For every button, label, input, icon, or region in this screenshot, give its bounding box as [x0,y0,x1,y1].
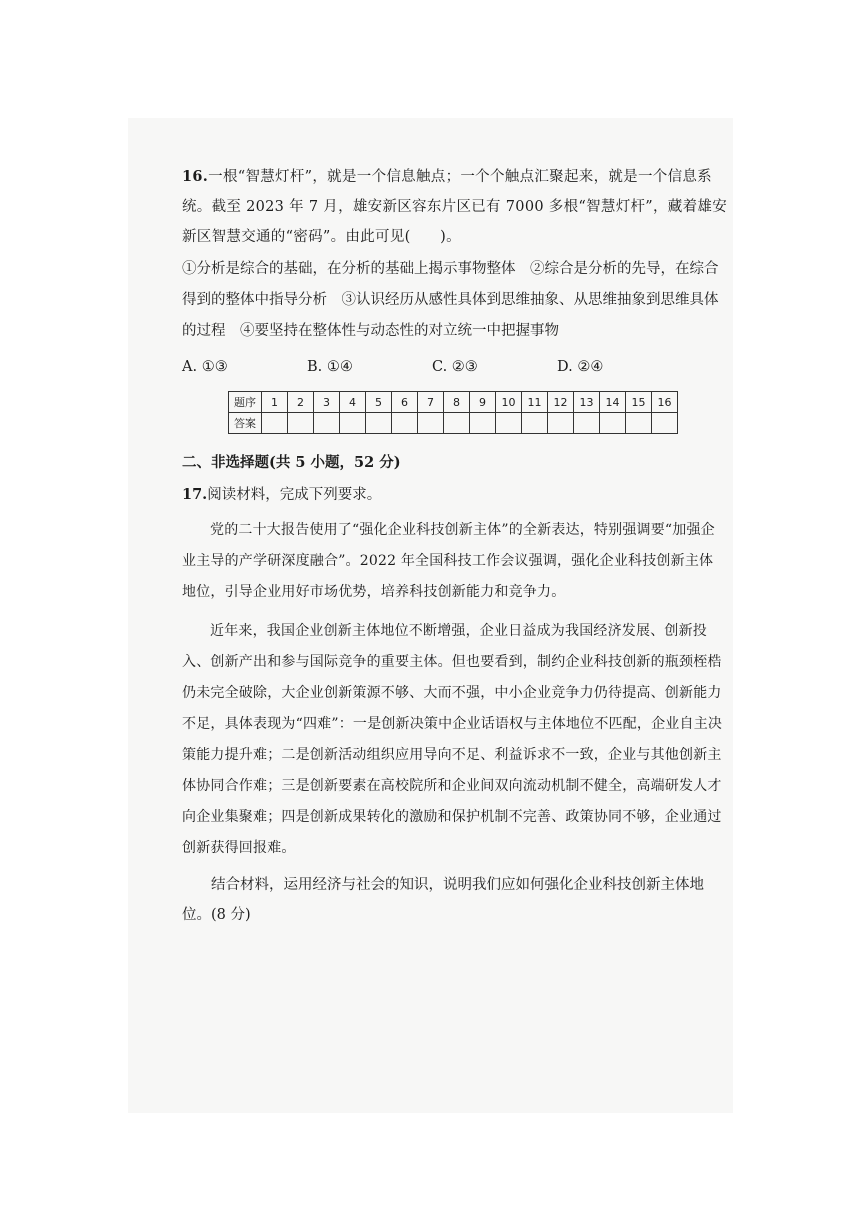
answer-table-answer-row [229,413,678,434]
answer-cell [366,413,392,434]
answer-cell [444,413,470,434]
question-16-options [182,353,727,381]
answer-table-number: 1 [262,392,288,413]
answer-table-number: 4 [340,392,366,413]
option-c: C. ②③ [432,359,478,375]
answer-table-number: 2 [288,392,314,413]
option-d: D. ②④ [557,359,604,375]
answer-cell [314,413,340,434]
answer-table-number: 15 [626,392,652,413]
answer-cell [626,413,652,434]
answer-table-number: 14 [600,392,626,413]
answer-table-number: 16 [652,392,678,413]
material-paragraph-2: 近年来，我国企业创新主体地位不断增强，企业日益成为我国经济发展、创新投入、创新产出和参与国际竞争的重要主体。但也要看到，制约企业科技创新的瓶颈桎梏仍未完全破除，大企业创新策源不够、大而不强，中小企业竞争力仍待提高、创新能力不足，具体表现为“四难”：一是创新决策中企业话语权与主体地位不匹配，企业自主决策能力提升难；二是创新活动组织应用导向不足、利益诉求不一致，企业与其他创新主体协同合作难；三是创新要素在高校院所和企业间双向流动机制不健全，高端研发人才向企业集聚难；四是创新成果转化的激励和保护机制不完善、政策协同不够，企业通过创新获得回报难。 [182,623,723,856]
answer-cell [652,413,678,434]
answer-table-number: 8 [444,392,470,413]
question-16-text: 一根“智慧灯杆”，就是一个信息触点；一个个触点汇聚起来，就是一个信息系统。截至 2023 年 7 月，雄安新区容东片区已有 7000 多根“智慧灯杆”，藏着雄安新区智慧交通的“密码”。由此可见( )。 [182,169,728,245]
question-16-number: 16. [182,168,209,185]
answer-table-number: 13 [574,392,600,413]
answer-table-number: 3 [314,392,340,413]
material-paragraph-1: 党的二十大报告使用了“强化企业科技创新主体”的全新表达，特别强调要“加强企业主导的产学研深度融合”。2022 年全国科技工作会议强调，强化企业科技创新主体地位，引导企业用好市场优势，培养科技创新能力和竞争力。 [182,522,715,600]
answer-cell [522,413,548,434]
exam-content [182,162,727,930]
answer-table-number: 9 [470,392,496,413]
option-b: B. ①④ [307,359,353,375]
answer-table-number: 5 [366,392,392,413]
answer-cell [600,413,626,434]
question-17-heading [182,480,727,510]
question-17-number: 17. [182,486,208,503]
answer-table-number: 6 [392,392,418,413]
answer-cell [470,413,496,434]
answer-table-label-number: 题序 [229,392,262,413]
answer-cell [288,413,314,434]
answer-cell [340,413,366,434]
section-2-title: 二、非选择题(共 5 小题，52 分) [182,454,401,471]
answer-table-number: 11 [522,392,548,413]
answer-table-number: 10 [496,392,522,413]
answer-table [228,391,678,434]
answer-cell [392,413,418,434]
answer-table-number: 7 [418,392,444,413]
question-17-instruction: 阅读材料，完成下列要求。 [207,487,382,503]
question-16-stem [182,162,727,252]
answer-cell [418,413,444,434]
question-17-prompt: 结合材料，运用经济与社会的知识，说明我们应如何强化企业科技创新主体地位。(8 分) [182,877,704,923]
question-16-statements: ①分析是综合的基础，在分析的基础上揭示事物整体 ②综合是分析的先导，在综合得到的整体中指导分析 ③认识经历从感性具体到思维抽象、从思维抽象到思维具体的过程 ④要坚持在整体性与动态性的对立统一中把握事物 [182,261,719,339]
answer-table-label-answer: 答案 [229,413,262,434]
answer-table-number: 12 [548,392,574,413]
answer-cell [262,413,288,434]
option-a: A. ①③ [182,359,228,375]
answer-table-number-row [229,392,678,413]
answer-cell [548,413,574,434]
answer-cell [496,413,522,434]
answer-cell [574,413,600,434]
